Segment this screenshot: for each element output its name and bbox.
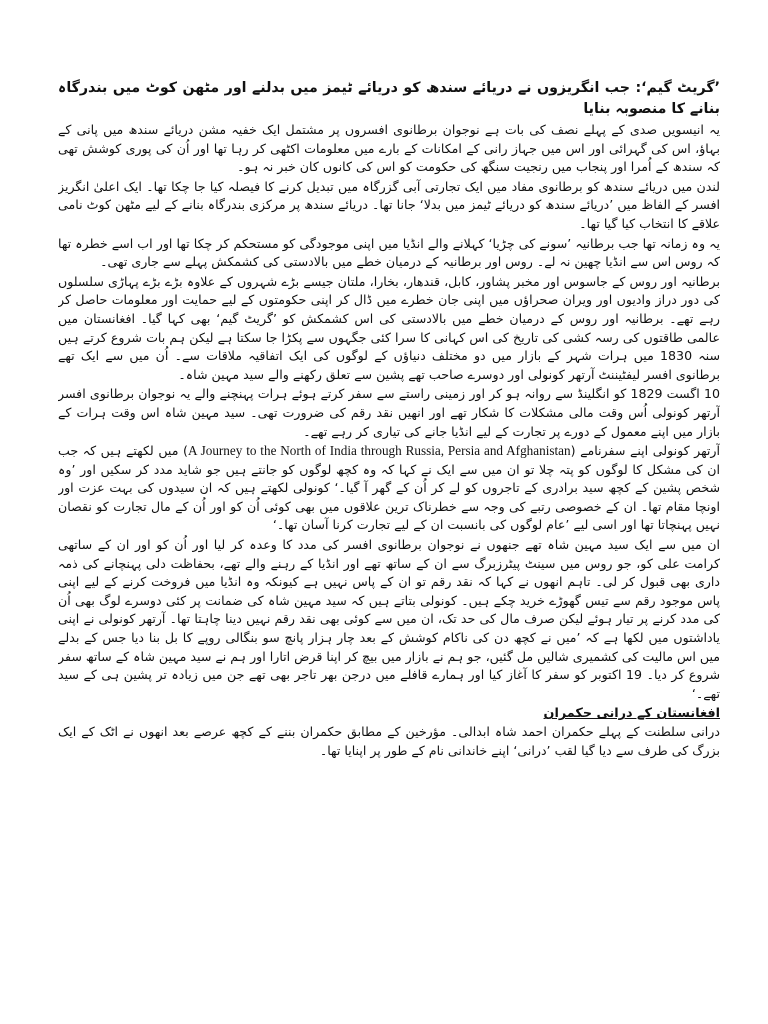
travelogue-text-before: آرتھر کونولی اپنے سفرنامے ( — [570, 443, 720, 459]
section-heading: افغانستان کے درانی حکمران — [543, 706, 720, 722]
paragraph-durrani: درانی سلطنت کے پہلے حکمران احمد شاہ ابدالی۔ مؤرخین کے مطابق حکمران بننے کے کچھ عرصے بعد انھوں نے اٹک کے ایک بزرگ کی طرف سے دیا گیا لقب ’درانی‘ اپنے خاندانی نام کے طور پر اپنایا تھا۔ — [58, 724, 720, 758]
paragraph-syed-mahin-shah: ان میں سے ایک سید مہین شاہ تھے جنھوں نے نوجوان برطانوی افسر کی مدد کا وعدہ کر لیا اور اُن کو اور ان کے ساتھی کرامت علی کو، جو روس میں سینٹ پیٹرزبرگ سے ان کے ساتھ تھے اور انڈیا کے رہنے والے تھے، بحفاظت دلی پہنچانے کی ذمہ داری بھی قبول کر لی۔ تاہم انھوں نے کہا کہ نقد رقم تو ان کے پاس نہیں ہے کیونکہ وہ انڈیا میں فروخت کرنے کے لیے اپنی پاس موجود رقم سے تیس گھوڑے خرید چکے ہیں۔ کونولی بتاتے ہیں کہ سید مہین شاہ کی ضمانت پر کئی دوسرے لوگ بھی اُن کی مدد کرنے پر تیار ہوئے لیکن صرف مال کی حد تک، ان میں سے کوئی بھی نقد رقم نہیں دینا چاہتا تھا۔ آرتھر کونولی نے اپنی یاداشتوں میں لکھا ہے کہ ’میں نے کچھ دن کی ناکام کوشش کے بعد چار ہزار پانچ سو بنگالی روپے کا بل بنا دیا جس کے بدلے میں اس مالیت کی کشمیری شالیں مل گئیں، جو ہم نے بازار میں بیچ کر اپنا قرض اتارا اور ہم نے سید مہین شاہ کے ساتھ سفر شروع کر دیا۔ 19 اکتوبر کو سفر کا آغاز کیا اور ہمارے قافلے میں درجن بھر تاجر بھی تھے جن میں زیادہ تر پشین ہی کے سید تھے۔‘ — [58, 537, 720, 701]
paragraph-intro: یہ انیسویں صدی کے پہلے نصف کی بات ہے نوجوان برطانوی افسروں پر مشتمل ایک خفیہ مشن دریائے سندھ میں پانی کے بہاؤ، اس کی گہرائی اور اس میں جہاز رانی کے امکانات کے بارے میں معلومات اکٹھی کر رہا تھا اور اُن کی پوری کوشش تھی کہ سندھ کے اُمرا اور پنجاب میں رنجیت سنگھ کی حکومت کو اس کی کانوں کان خبر نہ ہو۔ — [58, 122, 720, 175]
paragraph-connolly-travelogue — [58, 442, 720, 535]
paragraph-connolly-journey: 10 اگست 1829 کو انگلینڈ سے روانہ ہو کر اور زمینی راستے سے سفر کرتے ہوئے ہرات پہنچنے والے یہ نوجوان برطانوی افسر آرتھر کونولی اُس وقت مالی مشکلات کا شکار تھے اور انھیں نقد رقم کی ضرورت تھی۔ سید مہین شاہ اس وقت ہرات کے بازار میں اپنے معمول کے دورے پر تجارت کے لیے انڈیا جانے کی تیاری کر رہے تھے۔ — [58, 386, 720, 439]
travelogue-text-after: ) میں لکھتے ہیں کہ جب ان کی مشکل کا لوگوں کو پتہ چلا تو ان میں سے ایک نے کہا کہ وہ کچھ لوگوں کو جانتے ہیں جو شاید مدد کر سکیں اور ’وہ شخص پشین کے کچھ سید برادری کے تاجروں کو لے کر اُن کے گھر آ گیا۔‘ کونولی لکھتے ہیں کہ ان سیدوں کی بہت عزت اور اونچا مقام تھا۔ ان کے خصوصی رتبے کی وجہ سے خطرناک ترین علاقوں میں بھی کوئی اُن کو اور اُن کے مال تجارت کو نقصان نہیں پہنچاتا تھا اور اسی لیے ’عام لوگوں کی بانسبت ان کے لیے تجارت کرنا آسان تھا۔‘ — [58, 443, 720, 533]
paragraph-great-game: برطانیہ اور روس کے جاسوس اور مخبر پشاور، کابل، قندھار، بخارا، ملتان جیسے بڑے شہروں کے علاوہ بڑے بڑے پہاڑی سلسلوں کی دور دراز وادیوں اور ویران صحراؤں میں اپنی جان خطرے میں ڈال کر اپنی حکومتوں کے لیے حمایت اور معلومات حاصل کر رہے تھے۔ برطانیہ اور روس کے درمیان خطے میں بالادستی کی اس کشمکش کو ’گریٹ گیم‘ بھی کہا گیا۔ افغانستان میں عالمی طاقتوں کی رسہ کشی کی تاریخ کی اس کہانی کا سرا کئی جگہوں سے پکڑا جا سکتا ہے لیکن ہم بات شروع کرتے ہیں سنہ 1830 میں ہرات شہر کے بازار میں دو مختلف دنیاؤں کے لوگوں کی ایک اتفاقیہ ملاقات سے۔ اُن میں سے ایک تھے برطانوی افسر لیفٹیننٹ آرتھر کونولی اور دوسرے صاحب تھے پشین سے تعلق رکھنے والے سید مہین شاہ۔ — [58, 273, 720, 382]
book-title: A Journey to the North of India through Russia, Persia and Afghanistan — [187, 443, 571, 459]
article-title: ’گریٹ گیم‘: جب انگریزوں نے دریائے سندھ کو دریائے ٹیمز میں بدلنے اور مٹھن کوٹ میں بندرگاہ بنانے کا منصوبہ بنایا — [58, 80, 720, 117]
document-page — [58, 78, 720, 998]
paragraph-london-decision: لندن میں دریائے سندھ کو برطانوی مفاد میں ایک تجارتی آبی گزرگاہ میں تبدیل کرنے کا فیصلہ کیا جا چکا تھا۔ ایک اعلیٰ انگریز افسر کے الفاظ میں ’دریائے سندھ کو دریائے ٹیمز میں بدلا‘ جانا تھا۔ دریائے سندھ پر مرکزی بندرگاہ بنانے کے لیے مٹھن کوٹ نامی علاقے کا انتخاب کیا گیا تھا۔ — [58, 178, 720, 231]
paragraph-britain-russia: یہ وہ زمانہ تھا جب برطانیہ ’سونے کی چڑیا‘ کہلانے والے انڈیا میں اپنی موجودگی کو مستحکم کر چکا تھا اور اب اسے خطرہ تھا کہ روس اس سے انڈیا چھین نہ لے۔ روس اور برطانیہ کے درمیان خطے میں بالادستی کی کشمکش پہلے سے جاری تھی۔ — [58, 235, 720, 270]
